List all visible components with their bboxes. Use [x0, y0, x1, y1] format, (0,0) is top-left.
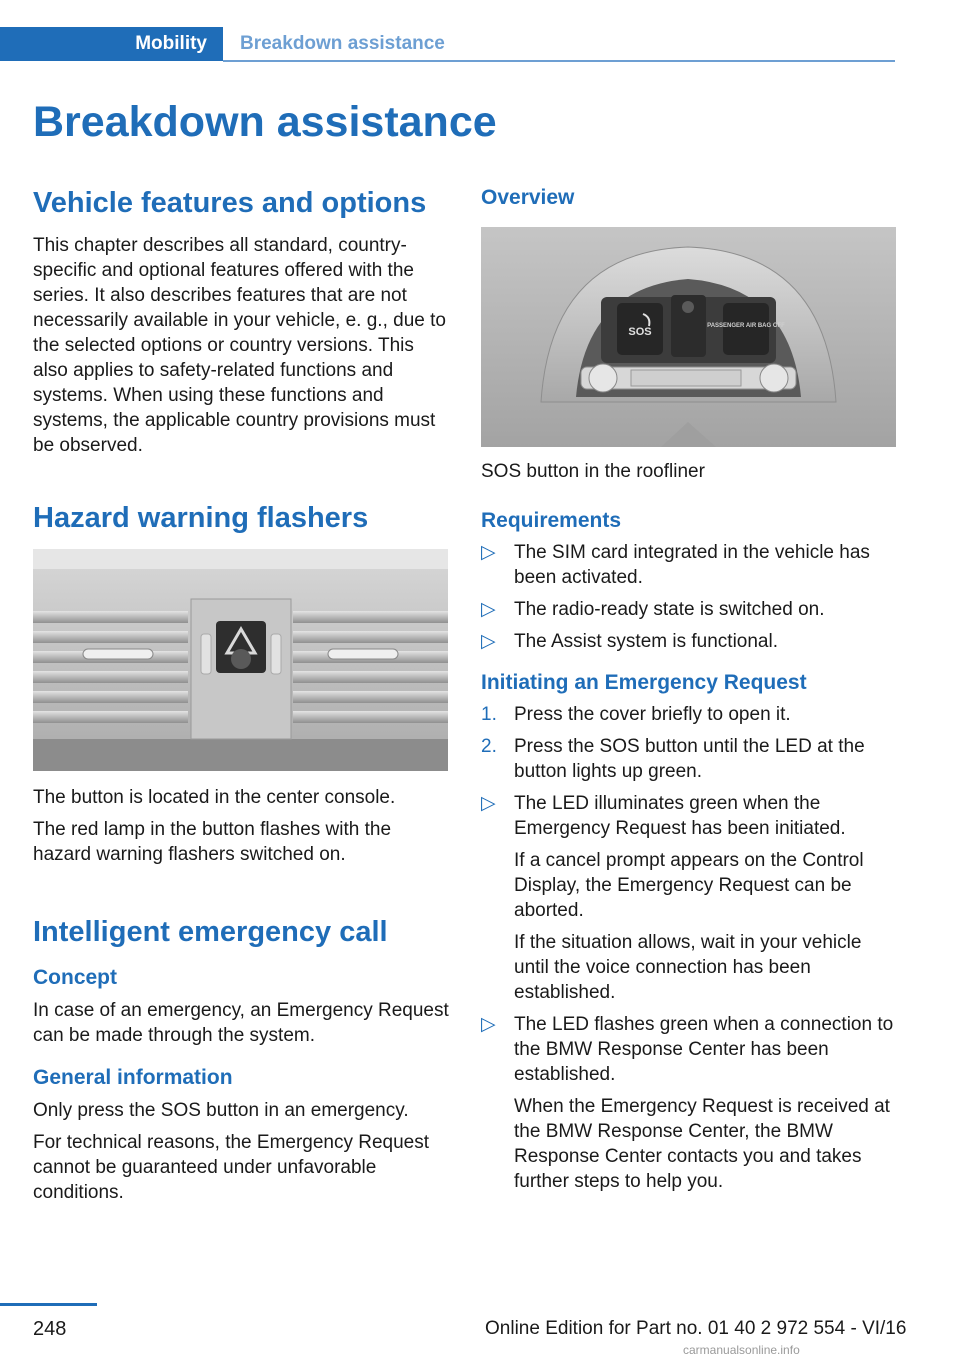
general-info-heading: General information: [33, 1066, 233, 1089]
overview-heading: Overview: [481, 186, 575, 209]
left-column: [33, 185, 451, 1205]
triangle-right-icon: ▷: [481, 599, 496, 620]
vehicle-features-body: This chapter describes all standard, country-specific and optional features offered with the series. It also describes features that are not necessarily available in your vehicle, e. g., due to the selected options or country versions. This also applies to safety-related functions and systems. When using these functions and systems, the applicable country provisions must be observed.: [33, 235, 446, 456]
triangle-right-icon: ▷: [481, 631, 496, 652]
airbag-off-indicator: [723, 303, 769, 355]
hazard-heading: Hazard warning flashers: [33, 502, 369, 534]
requirements-list: [481, 540, 896, 654]
initiating-steps: [481, 702, 896, 1194]
page-title: Breakdown assistance: [33, 98, 497, 146]
hazard-p1: The button is located in the center console.: [33, 787, 396, 808]
general-info-p1: Only press the SOS button in an emergency.: [33, 1100, 409, 1121]
result-note: When the Emergency Request is received at the BMW Response Center, the BMW Response Center contacts you and takes further steps to help you.: [514, 1096, 890, 1192]
list-item: ▷ The SIM card integrated in the vehicle has been activated.: [481, 542, 870, 588]
list-item: ▷ The Assist system is functional.: [481, 631, 778, 652]
list-item: ▷ The LED illuminates green when the Emergency Request has been initiated. If a cancel prompt appears on the Control Display, the Emergency Request can be aborted. If the situation allows, wait in your vehicle until the voice connection has been established.: [481, 791, 896, 1005]
triangle-right-icon: ▷: [481, 542, 496, 563]
emergency-heading: Intelligent emergency call: [33, 916, 388, 948]
section-tab: Mobility: [0, 27, 223, 61]
hazard-p2: The red lamp in the button flashes with the hazard warning flashers switched on.: [33, 819, 392, 865]
result-note: If a cancel prompt appears on the Control Display, the Emergency Request can be aborted.: [514, 850, 864, 921]
right-column: [481, 185, 896, 1201]
airbag-label: PASSENGER AIR BAG OFF: [707, 323, 785, 329]
hazard-button-photo: [33, 549, 448, 771]
vehicle-features-heading: Vehicle features and options: [33, 187, 427, 219]
footer-rule: [0, 1303, 97, 1306]
sos-label: SOS: [628, 326, 652, 338]
list-item: ▷ The radio-ready state is switched on.: [481, 599, 825, 620]
concept-body: In case of an emergency, an Emergency Request can be made through the system.: [33, 1000, 449, 1046]
result-note: If the situation allows, wait in your vehicle until the voice connection has been established.: [514, 932, 862, 1003]
step-number: 1.: [481, 704, 497, 725]
header-rule: [223, 60, 895, 62]
list-item: ▷ The LED flashes green when a connection to the BMW Response Center has been established. When the Emergency Request is received at the BMW Response Center, the BMW Response Center contacts you and takes further steps to help you.: [481, 1012, 896, 1194]
initiating-heading: Initiating an Emergency Request: [481, 671, 807, 694]
concept-heading: Concept: [33, 966, 117, 989]
overview-caption: SOS button in the roofliner: [481, 461, 705, 482]
roofliner-sos-photo: [481, 227, 896, 447]
triangle-right-icon: ▷: [481, 1014, 496, 1035]
breadcrumb: Breakdown assistance: [240, 33, 445, 54]
list-item: 2. Press the SOS button until the LED at the button lights up green.: [481, 736, 865, 782]
watermark: carmanualsonline.info: [683, 1343, 800, 1357]
step-number: 2.: [481, 736, 497, 757]
list-item: 1. Press the cover briefly to open it.: [481, 704, 791, 725]
edition-info: Online Edition for Part no. 01 40 2 972 554 - VI/16: [485, 1318, 907, 1339]
page-number: 248: [33, 1318, 67, 1340]
triangle-right-icon: ▷: [481, 793, 496, 814]
requirements-heading: Requirements: [481, 509, 622, 532]
general-info-p2: For technical reasons, the Emergency Request cannot be guaranteed under unfavorable conditions.: [33, 1132, 430, 1203]
